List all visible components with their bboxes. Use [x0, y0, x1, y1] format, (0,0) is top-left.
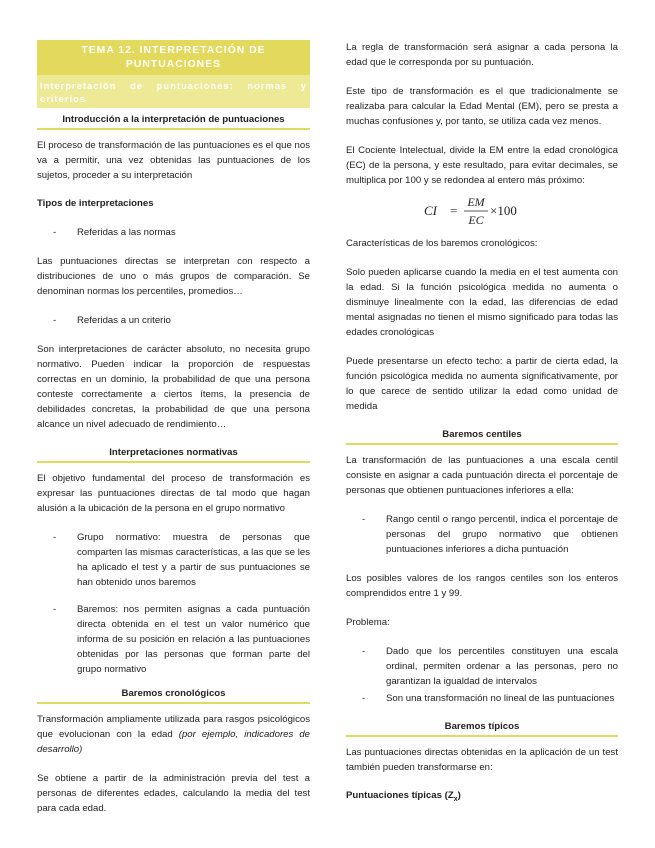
paragraph-crono1-example: (por ejemplo, indicadores de desarrollo)	[37, 729, 311, 755]
ci-formula-svg	[422, 192, 542, 230]
right-column	[346, 40, 618, 821]
list-centiles	[346, 512, 618, 557]
paragraph-tipicos: Las puntuaciones directas obtenidas en la aplicación de un test también pueden transformarse en:	[346, 747, 618, 773]
paragraph-solo: Solo pueden aplicarse cuando la media en el test aumenta con la edad. Si la función psicológica medida no aumenta o disminuye linealmente con la edad, las diferencias de edad mental asignadas no tienen el mismo significado para todas las edades cronológicas	[346, 267, 618, 338]
list-item: - Son una transformación no lineal de las puntuaciones	[362, 693, 615, 704]
paragraph-regla: La regla de transformación será asignar a cada persona la edad que le corresponda por su puntuación.	[346, 42, 618, 68]
chapter-title-line2: PUNTUACIONES	[125, 59, 222, 70]
heading-centiles: Baremos centiles	[346, 428, 618, 445]
paragraph-caracteristicas: Características de los baremos cronológicos:	[346, 238, 538, 249]
left-column	[37, 40, 310, 830]
heading-puntuaciones-tipicas: Puntuaciones típicas $(Z_x)$	[346, 790, 461, 803]
list-item: - Referidas a un criterio	[53, 315, 171, 326]
list-item: - Rango centil o rango percentil, indica el porcentaje de personas del grupo normativo que obtienen puntuaciones inferiores a dicha puntuación	[362, 514, 618, 555]
heading-intro: Introducción a la interpretación de puntuaciones	[37, 113, 310, 130]
list-item: - Baremos: nos permiten asignas a cada puntuación directa obtenida en el test un valor numérico que informa de su posición en relación a las puntuaciones obtenidas por las personas que forman parte del grupo normativo	[53, 604, 310, 675]
heading-tipos: Tipos de interpretaciones	[37, 198, 154, 209]
heading-tipicos: Baremos típicos	[346, 720, 618, 737]
formula-equals: =	[450, 203, 458, 218]
paragraph-tipo: Este tipo de transformación es el que tradicionalmente se realizaba para calcular la Edad Mental (EM), pero se presta a muchas confusiones y, por tanto, se utiliza cada vez menos.	[346, 86, 618, 127]
list-item: - Grupo normativo: muestra de personas que comparten las mismas características, a las que se les ha aplicado el test y a partir de sus puntuaciones se han obtenido unos baremos	[53, 532, 310, 588]
list-item: - Dado que los percentiles constituyen una escala ordinal, permiten ordenar a las personas, pero no garantizan la igualdad de intervalos	[362, 646, 618, 687]
paragraph-intro: El proceso de transformación de las puntuaciones es el que nos va a permitir, una vez obtenidas las puntuaciones de los sujetos, proceder a su interpretación	[37, 140, 310, 181]
paragraph-normas: Las puntuaciones directas se interpretan con respecto a distribuciones de uno o más grupos de comparación. Se denominan normas los percentiles, promedios…	[37, 256, 310, 297]
formula-denominator: EC	[468, 213, 484, 227]
ci-formula	[346, 192, 618, 230]
section-title-line2: criterios	[40, 93, 86, 104]
list-normativas	[37, 530, 310, 677]
paragraph-centiles: La transformación de las puntuaciones a una escala centil consiste en asignar a cada puntuación directa el porcentaje de personas que obtienen puntuaciones inferiores a ella:	[346, 455, 618, 496]
formula-numerator: EM	[467, 195, 485, 209]
paragraph-ci: El Cociente Intelectual, divide la EM entre la edad cronológica (EC) de la persona, y este resultado, para evitar decimales, se multiplica por 100 y se redondea al entero más próximo:	[346, 145, 618, 186]
paragraph-techo: Puede presentarse un efecto techo: a partir de cierta edad, la función psicológica medida no aumenta significativamente, por lo que carece de sentido utilizar la edad como unidad de medida	[346, 356, 618, 412]
list-criterio	[37, 313, 310, 328]
paragraph-normativas: El objetivo fundamental del proceso de transformación es expresar las puntuaciones directas de tal modo que hagan alusión a la ubicación de la persona en el grupo normativo	[37, 473, 310, 514]
paragraph-criterio: Son interpretaciones de carácter absoluto, no necesita grupo normativo. Pueden indicar la proporción de respuestas correctas en un dominio, la probabilidad de que una persona conteste correctamente a ciertos ítems, la presencia de debilidades concretas, la probabilidad de que una persona alcance un nivel adecuado de rendimiento…	[37, 344, 310, 430]
list-normas	[37, 225, 310, 240]
paragraph-crono1: Transformación ampliamente utilizada para rasgos psicológicos que evolucionan con la edad (por ejemplo, indicadores de desarrollo)	[37, 714, 311, 755]
heading-normativas: Interpretaciones normativas	[37, 446, 310, 463]
section-title-line1: Interpretación de puntuaciones: normas y	[40, 80, 307, 91]
paragraph-problema: Problema:	[346, 617, 390, 628]
heading-cronologicos: Baremos cronológicos	[37, 687, 310, 704]
section-title-banner	[37, 75, 310, 108]
paragraph-valores: Los posibles valores de los rangos centiles son los enteros comprendidos entre 1 y 99.	[346, 573, 618, 599]
chapter-title-line1: TEMA 12. INTERPRETACIÓN DE	[81, 45, 266, 56]
formula-lhs: CI	[424, 203, 437, 218]
formula-times-100: ×100	[490, 203, 517, 218]
list-problema	[346, 644, 618, 706]
paragraph-crono2: Se obtiene a partir de la administración previa del test a personas de diferentes edades, calculando la media del test para cada edad.	[37, 773, 310, 814]
chapter-title-banner	[37, 40, 310, 75]
list-item: - Referidas a las normas	[53, 227, 176, 238]
